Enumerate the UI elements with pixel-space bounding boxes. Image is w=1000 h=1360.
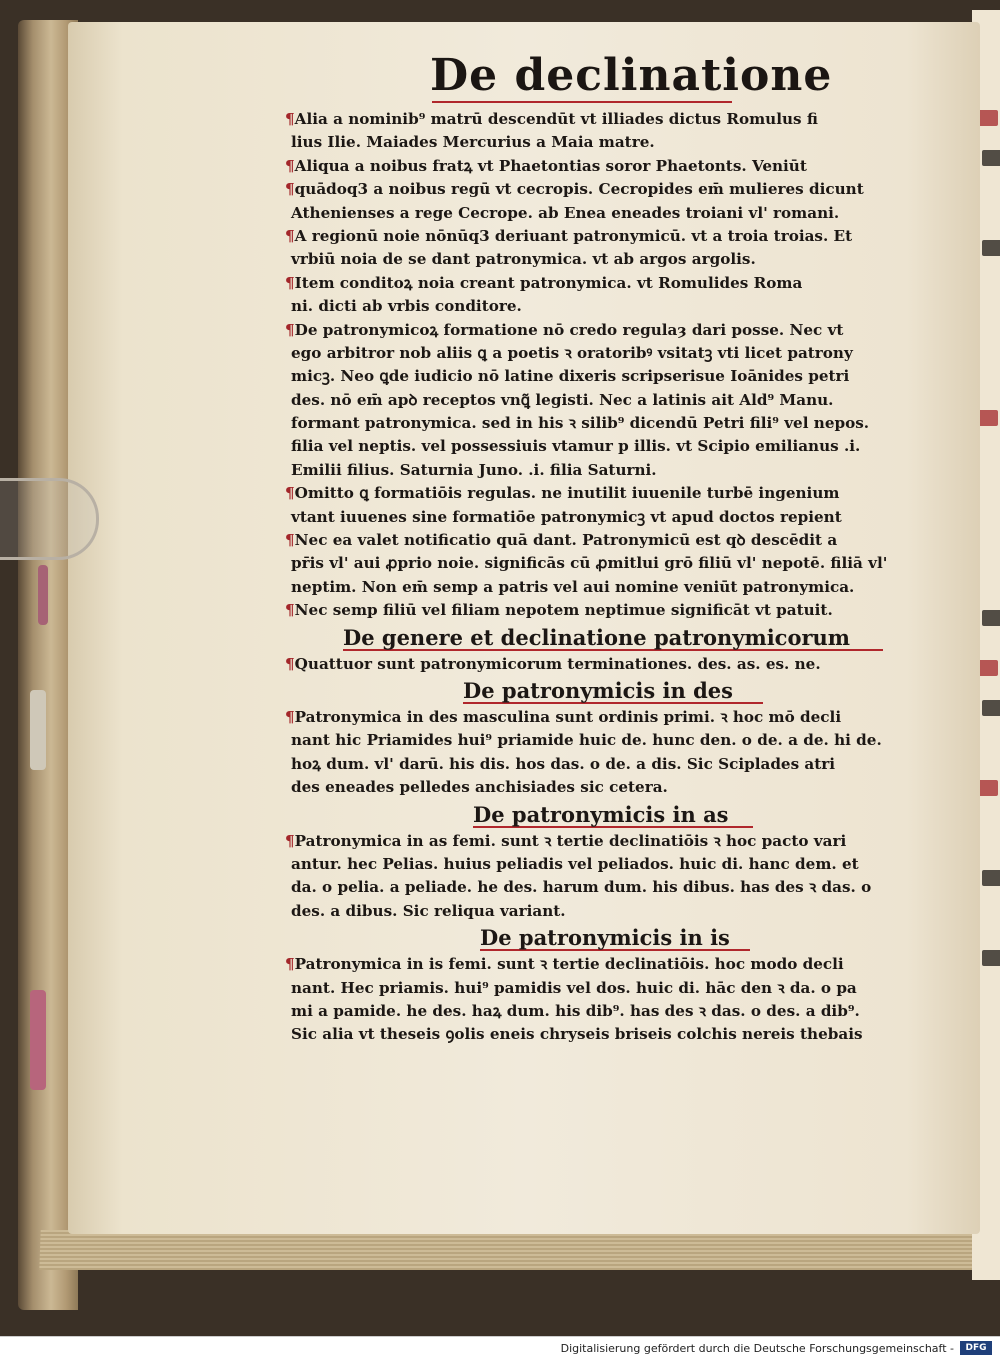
binding-thread-red: [38, 565, 48, 625]
text-line-content: Alia a nominib⁹ matrū descendūt vt illiades dictus Romulus fi: [294, 110, 818, 128]
pilcrow-icon: ¶: [285, 180, 295, 199]
text-line: [285, 706, 945, 729]
text-line: [285, 131, 945, 154]
text-line-content: lius Ilie. Maiades Mercurius a Maia matre.: [291, 133, 655, 152]
pilcrow-icon: ¶: [285, 531, 295, 550]
pilcrow-icon: ¶: [285, 273, 295, 292]
pilcrow-icon: ¶: [285, 484, 295, 503]
pilcrow-icon: ¶: [285, 601, 295, 620]
text-line: [285, 459, 945, 482]
text-line: [285, 342, 945, 365]
pilcrow-icon: ¶: [285, 654, 295, 673]
pilcrow-icon: ¶: [285, 831, 295, 850]
text-line: [285, 506, 945, 529]
text-line-content: Patronymica in is femi. sunt ꝛ tertie declinatiōis. hoc modo decli: [294, 955, 844, 974]
text-line: [285, 1000, 945, 1023]
pilcrow-icon: ¶: [285, 955, 295, 974]
text-line-content: mi a pamide. he des. haꝝ dum. his dib⁹. has des ꝛ das. o des. a dib⁹.: [291, 1001, 860, 1020]
text-line: [285, 830, 945, 853]
text-line: [285, 953, 945, 976]
text-line: [285, 776, 945, 799]
text-line-content: des eneades pelledes anchisiades sic cetera.: [291, 778, 668, 797]
paragraph-group: [285, 108, 945, 623]
text-line: [285, 295, 945, 318]
text-line-content: vrbiū noia de se dant patronymica. vt ab argos argolis.: [291, 250, 756, 269]
title-rubric-underline: [432, 101, 732, 103]
text-line-content: Quattuor sunt patronymicorum terminationes. des. as. es. ne.: [294, 654, 821, 673]
text-line-content: Aliqua a noibus fratꝝ vt Phaetontias soror Phaetonts. Veniūt: [294, 156, 807, 175]
pilcrow-icon: ¶: [285, 320, 295, 339]
page-title: De declinatione: [430, 50, 833, 101]
text-line-content: ego arbitror nob aliis ꝗ a poetis ꝛ oratoribꝰ vsitatꝫ vti licet patrony: [291, 343, 853, 362]
page-stack-bottom-edge: [39, 1230, 990, 1270]
section-heading: De patronymicis in as: [473, 801, 729, 827]
text-line-content: quādoq3 a noibus regū vt cecropis. Cecropides em̄ mulieres dicunt: [294, 180, 864, 199]
text-line: [285, 900, 945, 923]
pilcrow-icon: ¶: [285, 110, 295, 128]
text-line-content: neptim. Non em̄ semp a patris vel aui nomine veniūt patronymica.: [291, 577, 855, 596]
pilcrow-icon: ¶: [285, 156, 295, 175]
binding-thread: [30, 690, 46, 770]
section-heading: De patronymicis in is: [480, 925, 730, 951]
text-line: [285, 435, 945, 458]
text-line: [285, 225, 945, 248]
text-line-content: micꝫ. Neo ꝗde iudicio nō latine dixeris scripserisue Ioānides petri: [291, 367, 850, 386]
text-line: [285, 753, 945, 776]
text-line: [285, 529, 945, 552]
text-line-content: Nec semp filiū vel filiam nepotem neptimue significāt vt patuit.: [294, 601, 833, 620]
text-line: [285, 319, 945, 342]
text-line-content: des. a dibus. Sic reliqua variant.: [291, 901, 566, 920]
text-line-content: formant patronymica. sed in his ꝛ silib⁹ dicendū Petri fili⁹ vel nepos.: [291, 414, 870, 433]
text-line-content: hoꝝ dum. vl' darū. his dis. hos das. o de. a dis. Sic Sciplades atri: [291, 754, 836, 773]
text-line-content: nant. Hec priamis. hui⁹ pamidis vel dos. huic di. hāc den ꝛ da. o pa: [291, 978, 857, 997]
text-line-content: pr̄is vl' aui ꝓprio noie. significās cū ꝓmitlui grō filiū vl' nepotē. filiā vl': [291, 554, 888, 573]
text-line-content: Athenienses a rege Cecrope. ab Enea eneades troiani vl' romani.: [291, 203, 840, 222]
footer-credit: Digitalisierung gefördert durch die Deutsche Forschungsgemeinschaft -: [560, 1342, 954, 1355]
text-line: [285, 389, 945, 412]
dfg-logo: DFG: [960, 1341, 992, 1355]
text-line: [285, 178, 945, 201]
text-line: [285, 272, 945, 295]
text-line-content: des. nō em̄ apꝺ receptos vnꝗ̃ legisti. Nec a latinis ait Ald⁹ Manu.: [291, 390, 834, 409]
text-line-content: Item conditoꝝ noia creant patronymica. vt Romulides Roma: [294, 273, 803, 292]
text-block: [285, 108, 945, 1047]
pilcrow-icon: ¶: [285, 707, 295, 726]
text-line-content: da. o pelia. a peliade. he des. harum dum. his dibus. has des ꝛ das. o: [291, 878, 872, 897]
text-line: [285, 552, 945, 575]
text-line: [285, 108, 945, 131]
text-line: [285, 853, 945, 876]
section-heading: De patronymicis in des: [463, 677, 733, 703]
text-line: [285, 365, 945, 388]
text-line-content: nant hic Priamides hui⁹ priamide huic de. hunc den. o de. a de. hi de.: [291, 731, 882, 750]
text-line-content: Patronymica in as femi. sunt ꝛ tertie declinatiōis ꝛ hoc pacto vari: [294, 831, 847, 850]
text-line-content: Nec ea valet notificatio quā dant. Patronymicū est qꝺ descēdit a: [294, 531, 838, 550]
pilcrow-icon: ¶: [285, 226, 295, 245]
text-line-content: Emilii filius. Saturnia Juno. .i. filia Saturni.: [291, 460, 657, 479]
text-line-content: antur. hec Pelias. huius peliadis vel peliados. huic di. hanc dem. et: [291, 854, 859, 873]
text-line: [285, 155, 945, 178]
text-line: [285, 599, 945, 622]
text-line: [285, 1023, 945, 1046]
text-line: [285, 977, 945, 1000]
paragraph-group: [285, 653, 945, 676]
digitization-footer: [0, 1336, 1000, 1360]
text-line-content: vtant iuuenes sine formatiōe patronymicꝫ vt apud doctos repient: [291, 507, 842, 526]
text-line-content: A regionū noie nōnūq3 deriuant patronymicū. vt a troia troias. Et: [294, 226, 853, 245]
book-clamp: [0, 478, 99, 560]
text-line: [285, 653, 945, 676]
paragraph-group: [285, 953, 945, 1047]
text-line-content: Sic alia vt theseis ꝯolis eneis chryseis briseis colchis nereis thebais: [291, 1025, 863, 1044]
text-line-content: Omitto ꝗ formatiōis regulas. ne inutilit iuuenile turbē ingenium: [294, 484, 840, 503]
paragraph-group: [285, 706, 945, 800]
section-heading: De genere et declinatione patronymicorum: [343, 624, 851, 650]
text-line-content: Patronymica in des masculina sunt ordinis primi. ꝛ hoc mō decli: [294, 707, 842, 726]
text-line-content: De patronymicoꝝ formatione nō credo regulaȝ dari posse. Nec vt: [294, 320, 844, 339]
text-line: [285, 729, 945, 752]
text-line: [285, 412, 945, 435]
text-line: [285, 876, 945, 899]
text-line: [285, 202, 945, 225]
text-line-content: ni. dicti ab vrbis conditore.: [291, 297, 522, 316]
text-line-content: filia vel neptis. vel possessiuis vtamur p illis. vt Scipio emilianus .i.: [291, 437, 861, 456]
text-line: [285, 482, 945, 505]
text-line: [285, 248, 945, 271]
paragraph-group: [285, 830, 945, 924]
text-line: [285, 576, 945, 599]
binding-thread-red: [30, 990, 46, 1090]
